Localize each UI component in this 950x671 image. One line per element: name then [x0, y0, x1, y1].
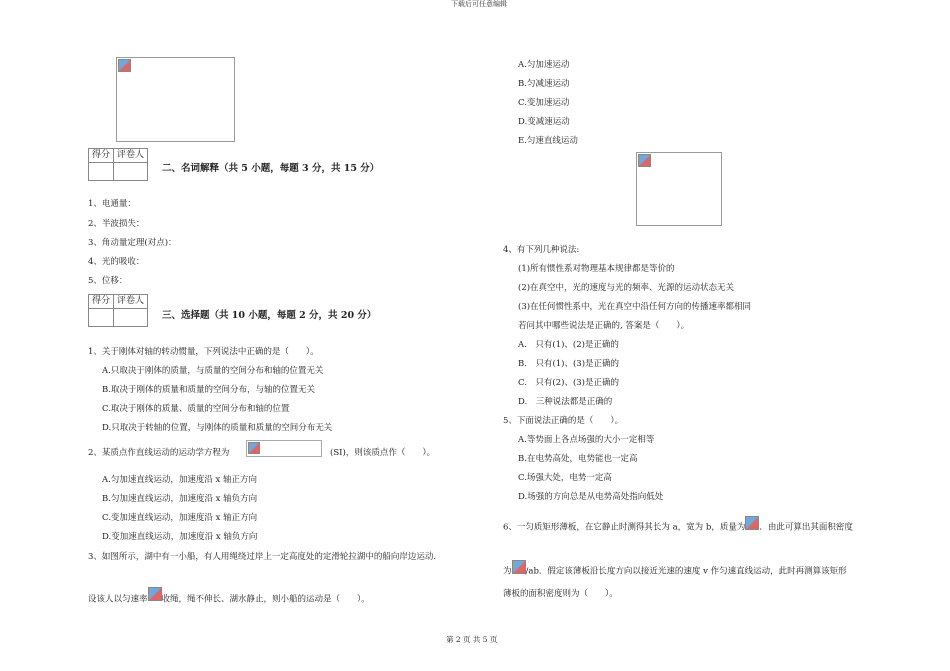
section2-title: 二、名词解释（共 5 小题，每题 3 分，共 15 分）	[162, 163, 380, 174]
q1-option-b: B.取决于刚体的质量和质量的空间分布，与轴的位置无关	[102, 385, 315, 395]
term-item: 4、光的吸收：	[88, 257, 145, 267]
question-4-stem: 4、有下列几种说法:	[503, 245, 580, 255]
q3-option-e: E.匀速直线运动	[518, 136, 578, 146]
q6-text-b: ．由此可算出其面积密度	[759, 522, 853, 533]
boat-figure-placeholder	[636, 152, 722, 226]
broken-image-icon	[248, 442, 260, 454]
page-footer: 第 2 页 共 5 页	[446, 635, 498, 644]
q1-option-c: C.取决于刚体的质量、质量的空间分布和轴的位置	[102, 404, 290, 414]
q5-option-c: C.场强大处，电势一定高	[518, 473, 612, 483]
q3-option-a: A.匀加速运动	[518, 60, 570, 70]
question-2-stem-b: (SI)，则该质点作（ ）。	[330, 448, 436, 458]
formula-image-icon	[512, 560, 526, 574]
q6-text-c: 为	[503, 566, 512, 577]
q4-ask: 若问其中哪些说法是正确的, 答案是（ ）。	[518, 321, 690, 331]
grader-cell	[114, 163, 148, 181]
term-item: 3、角动量定理(对点)：	[88, 238, 177, 248]
q5-option-d: D.场强的方向总是从电势高处指向低处	[518, 492, 664, 502]
question-5-stem: 5、下面说法正确的是（ ）。	[503, 416, 624, 426]
question-2-stem-a: 2、某质点作直线运动的运动学方程为	[88, 448, 230, 458]
score-label: 得分	[89, 149, 114, 163]
score-table	[88, 148, 148, 181]
question-6-line1	[503, 516, 853, 532]
score-label: 得分	[89, 295, 114, 309]
q2-option-d: D.变加速直线运动，加速度沿 x 轴负方向	[102, 532, 258, 542]
question-3-stem: 3、如图所示，湖中有一小船，有人用绳绕过岸上一定高度处的定滑轮拉湖中的船向岸边运动．	[88, 552, 442, 562]
term-item: 1、电通量：	[88, 199, 136, 209]
formula-image-icon	[148, 587, 162, 601]
q4-option-b: B. 只有(1)、(3)是正确的	[518, 359, 620, 369]
q4-statement-1: (1)所有惯性系对物理基本规律都是等价的	[518, 264, 675, 274]
broken-image-icon	[118, 59, 131, 72]
q5-option-a: A.等势面上各点场强的大小一定相等	[518, 435, 655, 445]
question-6-line2	[503, 560, 847, 576]
score-cell	[89, 309, 114, 327]
section3-title: 三、选择题（共 10 小题，每题 2 分，共 20 分）	[162, 310, 377, 321]
q2-option-c: C.变加速直线运动，加速度沿 x 轴正方向	[102, 513, 258, 523]
q3-option-b: B.匀减速运动	[518, 79, 570, 89]
grader-label: 评卷人	[114, 149, 148, 163]
term-item: 5、位移：	[88, 276, 128, 286]
score-table	[88, 294, 148, 327]
q2-option-b: B.匀加速直线运动，加速度沿 x 轴负方向	[102, 494, 258, 504]
q6-text-d: /ab．假定该薄板沿长度方向以接近光速的速度 v 作匀速直线运动，此时再测算该矩形	[525, 566, 847, 577]
q6-text-a: 6、一匀质矩形薄板，在它静止时测得其长为 a，宽为 b，质量为	[503, 522, 746, 533]
figure-image-placeholder	[116, 57, 235, 142]
q4-statement-2: (2)在真空中，光的速度与光的频率、光源的运动状态无关	[518, 283, 735, 293]
formula-image	[246, 440, 322, 457]
grader-label: 评卷人	[114, 295, 148, 309]
broken-image-icon	[638, 154, 651, 167]
q3-text-b: 收绳，绳不伸长、湖水静止，则小船的运动是（ ）。	[161, 594, 370, 605]
grader-cell	[114, 309, 148, 327]
q5-option-b: B.在电势高处，电势能也一定高	[518, 454, 638, 464]
q4-option-d: D. 三种说法都是正确的	[518, 397, 613, 407]
term-item: 2、半波损失：	[88, 219, 145, 229]
q3-option-c: C.变加速运动	[518, 98, 570, 108]
page-header: 下载后可任意编辑	[451, 0, 507, 8]
q2-option-a: A.匀加速直线运动，加速度沿 x 轴正方向	[102, 475, 258, 485]
q3-text-a: 设该人以匀速率	[88, 594, 148, 605]
question-6-line3: 薄板的面积密度则为（ ）。	[503, 589, 618, 599]
q4-option-a: A. 只有(1)、(2)是正确的	[518, 340, 619, 350]
q4-option-c: C. 只有(2)、(3)是正确的	[518, 378, 619, 388]
formula-image-icon	[745, 516, 759, 530]
q1-option-a: A.只取决于刚体的质量，与质量的空间分布和轴的位置无关	[102, 366, 324, 376]
q4-statement-3: (3)在任何惯性系中，光在真空中沿任何方向的传播速率都相同	[518, 302, 752, 312]
question-1-stem: 1、关于刚体对轴的转动惯量，下列说法中正确的是（ ）。	[88, 347, 319, 357]
score-cell	[89, 163, 114, 181]
question-3-line2	[88, 587, 370, 604]
q1-option-d: D.只取决于转轴的位置，与刚体的质量和质量的空间分布无关	[102, 423, 333, 433]
q3-option-d: D.变减速运动	[518, 117, 570, 127]
